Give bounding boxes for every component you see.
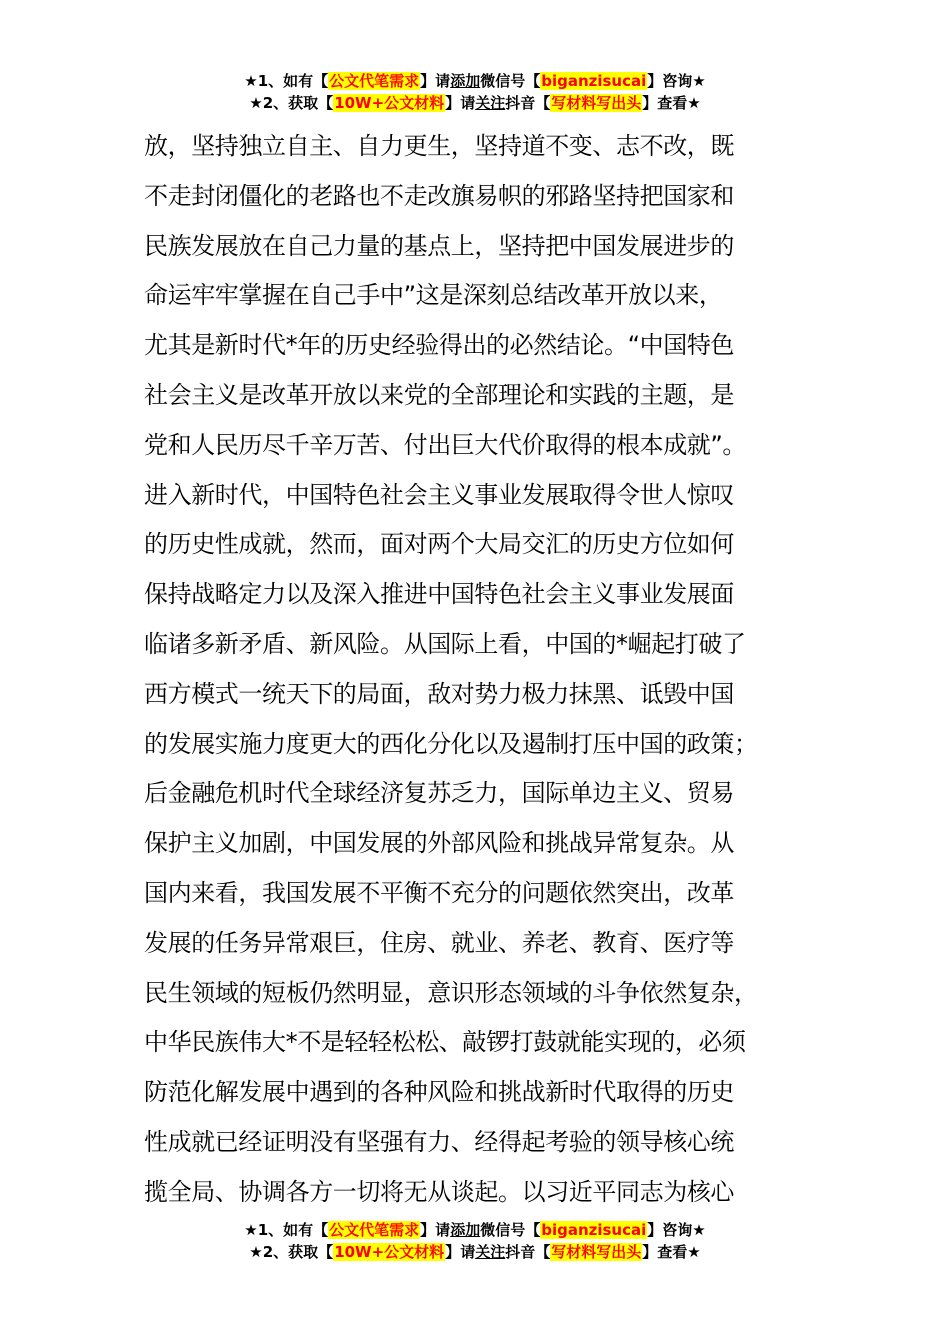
footer-banner-line-2 bbox=[0, 1241, 950, 1263]
body-line: 尤其是新时代*年的历史经验得出的必然结论。“中国特色 bbox=[144, 331, 735, 360]
banner-line-1-underlined: 添加 bbox=[450, 1221, 481, 1239]
banner-line-1-mid: 】请 bbox=[420, 1221, 451, 1239]
banner-line-2-prefix: ★2、获取【 bbox=[249, 1243, 334, 1261]
banner-line-2-mid: 】请 bbox=[445, 94, 476, 112]
body-line: 党和人民历尽千辛万苦、付出巨大代价取得的根本成就”。 bbox=[144, 430, 747, 459]
body-line: 的历史性成就，然而，面对两个大局交汇的历史方位如何 bbox=[144, 530, 734, 559]
body-line: 中华民族伟大*不是轻轻松松、敲锣打鼓就能实现的，必须 bbox=[144, 1028, 746, 1057]
banner-line-1-underlined: 添加 bbox=[450, 72, 481, 90]
banner-line-1-suffix: 】咨询★ bbox=[647, 72, 706, 90]
banner-line-2-prefix: ★2、获取【 bbox=[249, 94, 334, 112]
banner-line-2-mid: 】请 bbox=[445, 1243, 476, 1261]
body-line: 保护主义加剧，中国发展的外部风险和挑战异常复杂。从 bbox=[144, 829, 734, 858]
banner-line-1-prefix: ★1、如有【 bbox=[244, 72, 329, 90]
banner-line-2-highlight-account: 写材料写出头 bbox=[551, 1243, 642, 1261]
body-line: 防范化解发展中遇到的各种风险和挑战新时代取得的历史 bbox=[144, 1078, 734, 1107]
banner-line-2-highlight-account: 写材料写出头 bbox=[551, 94, 642, 112]
banner-line-1-highlight-service: 公文代笔需求 bbox=[329, 1221, 420, 1239]
banner-line-2-mid2: 抖音【 bbox=[505, 94, 551, 112]
body-line: 的发展实施力度更大的西化分化以及遏制打压中国的政策； bbox=[144, 729, 758, 758]
banner-line-1-suffix: 】咨询★ bbox=[647, 1221, 706, 1239]
body-line: 放，坚持独立自主、自力更生，坚持道不变、志不改，既 bbox=[144, 132, 734, 160]
banner-line-1-highlight-wechat-id: biganzisucai bbox=[541, 72, 647, 90]
body-line: 西方模式一统天下的局面，敌对势力极力抹黑、诋毁中国 bbox=[144, 679, 734, 708]
header-banner bbox=[0, 70, 950, 114]
banner-line-2-highlight-materials: 10W+公文材料 bbox=[334, 94, 445, 112]
banner-line-2-mid2: 抖音【 bbox=[505, 1243, 551, 1261]
body-line: 后金融危机时代全球经济复苏乏力，国际单边主义、贸易 bbox=[144, 779, 734, 808]
body-line: 揽全局、协调各方一切将无从谈起。以习近平同志为核心 bbox=[144, 1177, 734, 1206]
body-line: 民生领域的短板仍然明显，意识形态领域的斗争依然复杂， bbox=[144, 978, 758, 1007]
body-line: 不走封闭僵化的老路也不走改旗易帜的邪路坚持把国家和 bbox=[144, 181, 734, 210]
footer-banner bbox=[0, 1219, 950, 1263]
banner-line-1-mid: 】请 bbox=[420, 72, 451, 90]
body-line: 保持战略定力以及深入推进中国特色社会主义事业发展面 bbox=[144, 580, 734, 609]
body-line: 命运牢牢掌握在自己手中”这是深刻总结改革开放以来， bbox=[144, 281, 723, 310]
body-line: 民族发展放在自己力量的基点上，坚持把中国发展进步的 bbox=[144, 231, 734, 260]
body-line: 国内来看，我国发展不平衡不充分的问题依然突出，改革 bbox=[144, 878, 734, 907]
banner-line-2 bbox=[0, 92, 950, 114]
banner-line-1-highlight-wechat-id: biganzisucai bbox=[541, 1221, 647, 1239]
banner-line-2-suffix: 】查看★ bbox=[642, 1243, 701, 1261]
banner-line-2-underlined: 关注 bbox=[475, 1243, 506, 1261]
body-line: 临诸多新矛盾、新风险。从国际上看，中国的*崛起打破了 bbox=[144, 629, 746, 658]
banner-line-2-highlight-materials: 10W+公文材料 bbox=[334, 1243, 445, 1261]
banner-line-2-suffix: 】查看★ bbox=[642, 94, 701, 112]
banner-line-1-mid2: 微信号【 bbox=[480, 72, 541, 90]
body-line: 进入新时代，中国特色社会主义事业发展取得令世人惊叹 bbox=[144, 480, 734, 509]
document-body bbox=[144, 122, 824, 1218]
banner-line-1-prefix: ★1、如有【 bbox=[244, 1221, 329, 1239]
banner-line-1 bbox=[0, 70, 950, 92]
banner-line-2-underlined: 关注 bbox=[475, 94, 506, 112]
body-line: 性成就已经证明没有坚强有力、经得起考验的领导核心统 bbox=[144, 1127, 734, 1156]
banner-line-1-mid2: 微信号【 bbox=[480, 1221, 541, 1239]
body-line: 社会主义是改革开放以来党的全部理论和实践的主题，是 bbox=[144, 380, 734, 409]
banner-line-1-highlight-service: 公文代笔需求 bbox=[329, 72, 420, 90]
footer-banner-line-1 bbox=[0, 1219, 950, 1241]
body-line: 发展的任务异常艰巨，住房、就业、养老、教育、医疗等 bbox=[144, 928, 734, 957]
